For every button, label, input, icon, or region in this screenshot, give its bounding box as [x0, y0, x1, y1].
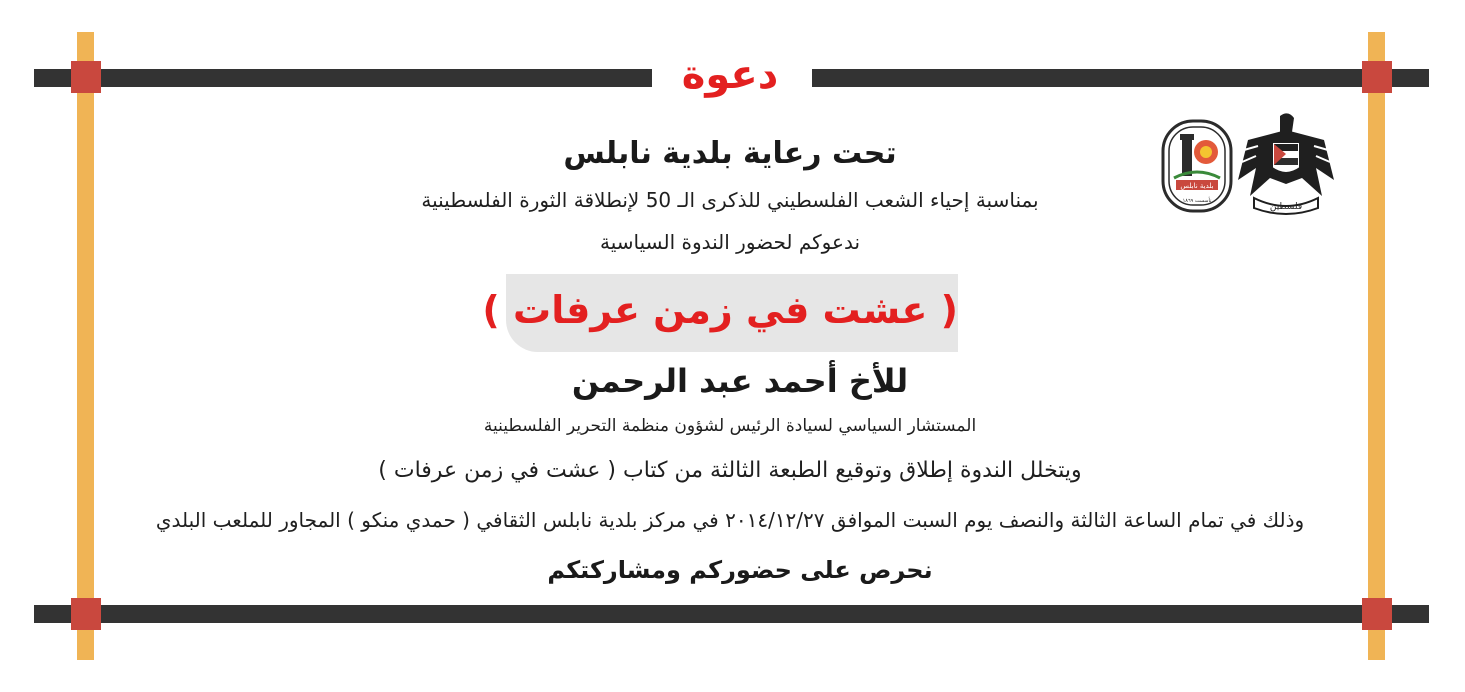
- frame-node-bottom-left: [71, 598, 101, 630]
- invitation-title: دعوة: [681, 52, 779, 98]
- lecture-title: ( عشت في زمن عرفات ): [482, 288, 958, 332]
- frame-bottom-bar: [34, 605, 1429, 623]
- frame-node-top-right: [1362, 61, 1392, 93]
- frame-node-top-left: [71, 61, 101, 93]
- speaker-name: للأخ أحمد عبد الرحمن: [571, 362, 909, 400]
- occasion-line: بمناسبة إحياء الشعب الفلسطيني للذكرى الـ 50 لإنطلاقة الثورة الفلسطينية: [421, 188, 1039, 212]
- palestine-emblem-label: فلسطين: [1269, 202, 1303, 212]
- frame-left-pillar: [77, 32, 94, 660]
- nablus-seal-founded: تأسست ١٨٦٩: [1182, 198, 1212, 204]
- patronage-line: تحت رعاية بلدية نابلس: [563, 136, 897, 171]
- book-launch-line: ويتخلل الندوة إطلاق وتوقيع الطبعة الثالثة من كتاب ( عشت في زمن عرفات ): [378, 458, 1082, 483]
- frame-top-left-bar: [34, 69, 652, 87]
- nablus-seal-label: بلدية نابلس: [1180, 182, 1214, 190]
- frame-node-bottom-right: [1362, 598, 1392, 630]
- datetime-place-line: وذلك في تمام الساعة الثالثة والنصف يوم السبت الموافق ٢٠١٤/١٢/٢٧ في مركز بلدية نابلس الثقافي ( حمدي منكو ) المجاور للملعب البلدي: [155, 508, 1305, 532]
- frame-right-pillar: [1368, 32, 1385, 660]
- nablus-municipality-seal-icon: [1160, 118, 1234, 214]
- invite-line: ندعوكم لحضور الندوة السياسية: [599, 230, 861, 254]
- frame-top-right-bar: [812, 69, 1429, 87]
- closing-line: نحرص على حضوركم ومشاركتكم: [547, 556, 933, 584]
- speaker-role: المستشار السياسي لسيادة الرئيس لشؤون منظمة التحرير الفلسطينية: [483, 416, 977, 436]
- palestine-eagle-emblem-icon: [1234, 110, 1338, 216]
